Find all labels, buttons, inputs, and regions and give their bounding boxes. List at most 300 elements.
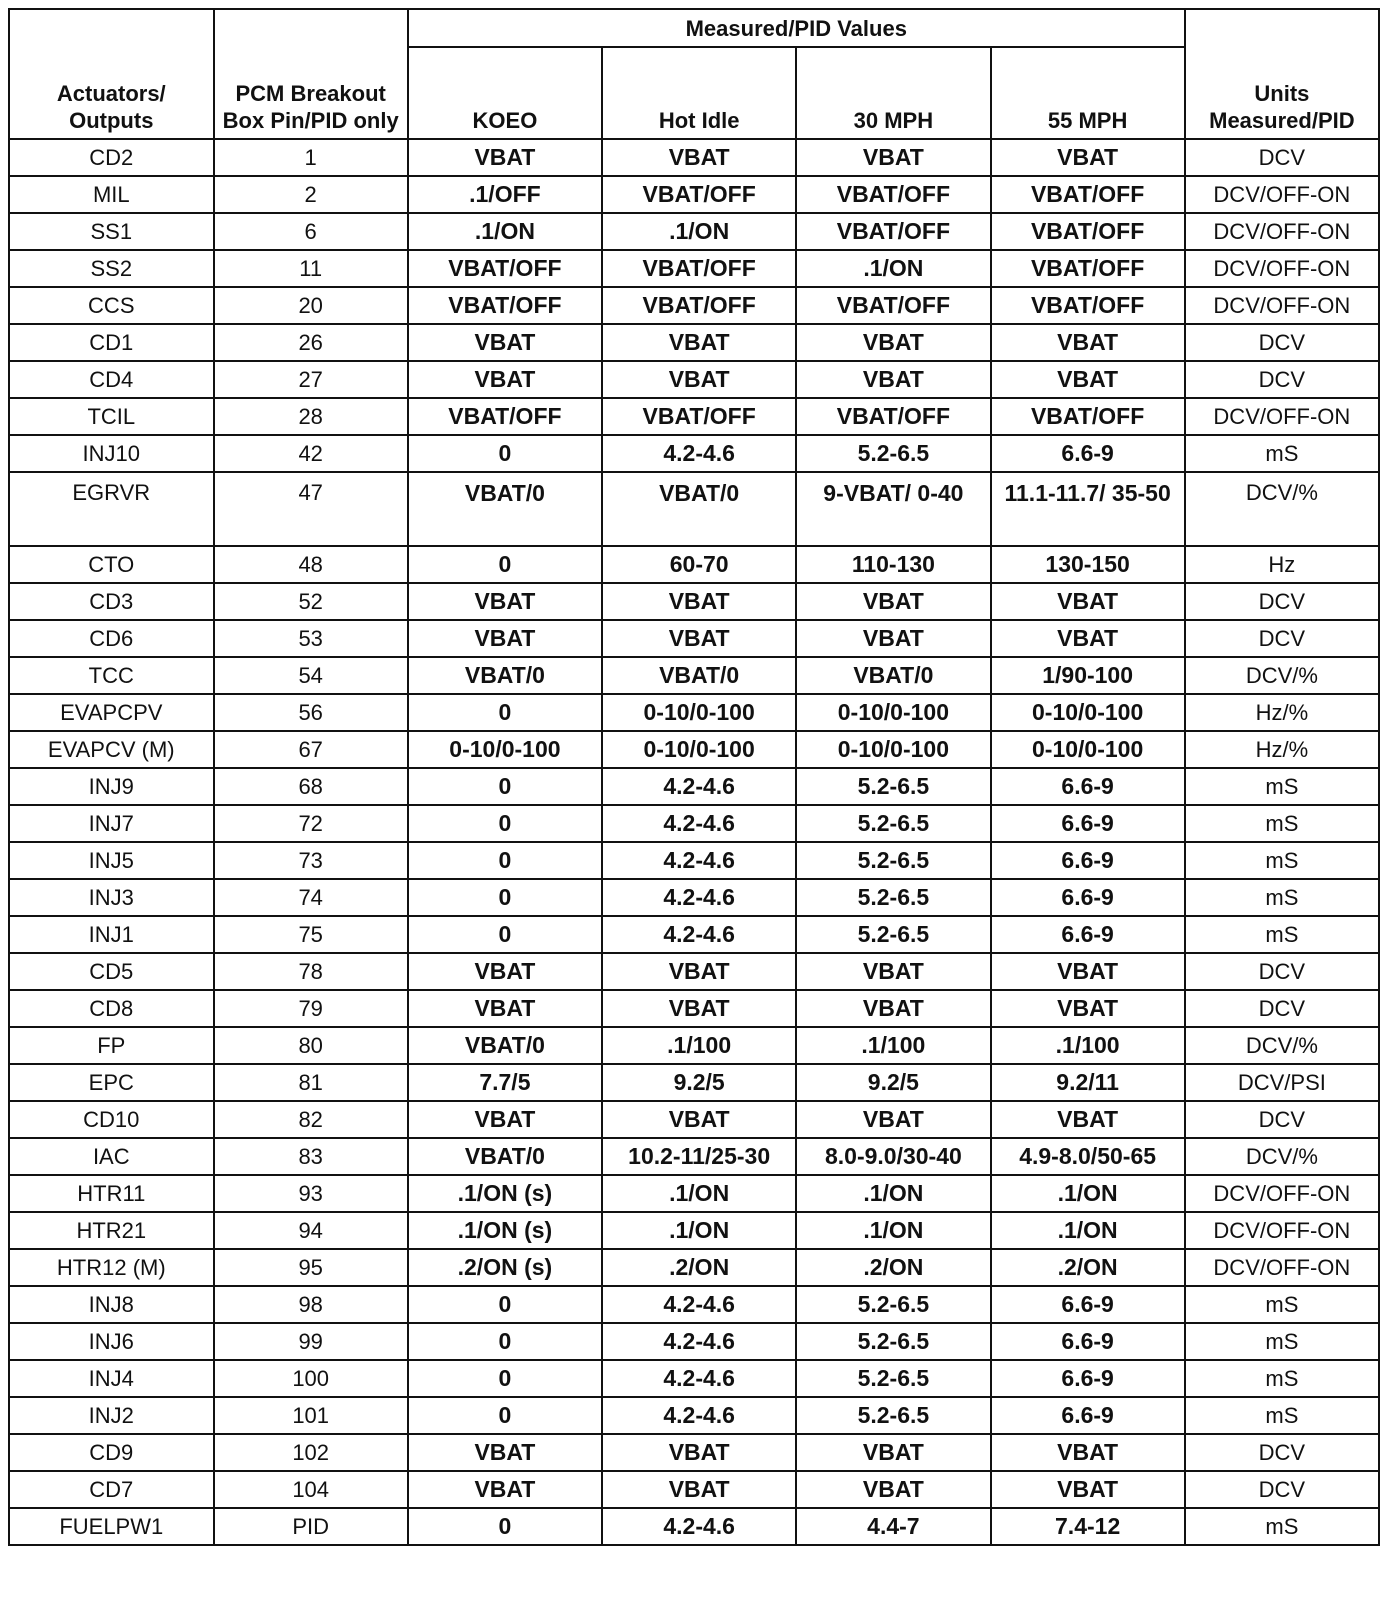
koeo-cell: 0-10/0-100 bbox=[408, 731, 602, 768]
units-cell: mS bbox=[1185, 1323, 1379, 1360]
actuator-cell: TCIL bbox=[9, 398, 214, 435]
mph30-cell: 9-VBAT/ 0-40 bbox=[796, 472, 990, 546]
koeo-cell: VBAT bbox=[408, 139, 602, 176]
mph55-cell: VBAT bbox=[991, 324, 1185, 361]
koeo-cell: VBAT bbox=[408, 1471, 602, 1508]
units-cell: DCV/OFF-ON bbox=[1185, 213, 1379, 250]
mph30-cell: 5.2-6.5 bbox=[796, 879, 990, 916]
units-cell: mS bbox=[1185, 805, 1379, 842]
pin-cell: PID bbox=[214, 1508, 408, 1545]
units-cell: DCV/OFF-ON bbox=[1185, 250, 1379, 287]
koeo-cell: 0 bbox=[408, 842, 602, 879]
table-row bbox=[9, 768, 1379, 805]
table-row bbox=[9, 1138, 1379, 1175]
pin-cell: 26 bbox=[214, 324, 408, 361]
units-cell: DCV/OFF-ON bbox=[1185, 1212, 1379, 1249]
table-row bbox=[9, 620, 1379, 657]
koeo-cell: VBAT/OFF bbox=[408, 287, 602, 324]
hot-idle-cell: 4.2-4.6 bbox=[602, 805, 796, 842]
hot-idle-cell: VBAT bbox=[602, 1471, 796, 1508]
actuator-cell: CD4 bbox=[9, 361, 214, 398]
table-row bbox=[9, 472, 1379, 546]
koeo-cell: VBAT bbox=[408, 620, 602, 657]
units-cell: Hz/% bbox=[1185, 694, 1379, 731]
actuator-cell: CD8 bbox=[9, 990, 214, 1027]
actuator-cell: INJ1 bbox=[9, 916, 214, 953]
mph30-cell: 4.4-7 bbox=[796, 1508, 990, 1545]
actuator-cell: EPC bbox=[9, 1064, 214, 1101]
table-row bbox=[9, 546, 1379, 583]
table-row bbox=[9, 1471, 1379, 1508]
mph30-cell: .1/ON bbox=[796, 250, 990, 287]
table-header bbox=[9, 9, 1379, 139]
mph30-cell: VBAT bbox=[796, 583, 990, 620]
mph55-cell: VBAT bbox=[991, 361, 1185, 398]
hot-idle-cell: VBAT/0 bbox=[602, 657, 796, 694]
mph55-cell: 6.6-9 bbox=[991, 805, 1185, 842]
actuator-cell: CD6 bbox=[9, 620, 214, 657]
table-row bbox=[9, 1027, 1379, 1064]
hot-idle-cell: 0-10/0-100 bbox=[602, 731, 796, 768]
mph30-cell: 5.2-6.5 bbox=[796, 1360, 990, 1397]
units-cell: DCV/% bbox=[1185, 1027, 1379, 1064]
koeo-cell: 0 bbox=[408, 435, 602, 472]
table-row bbox=[9, 361, 1379, 398]
pin-cell: 98 bbox=[214, 1286, 408, 1323]
mph55-cell: 6.6-9 bbox=[991, 842, 1185, 879]
mph30-cell: .1/100 bbox=[796, 1027, 990, 1064]
mph30-cell: 0-10/0-100 bbox=[796, 731, 990, 768]
pin-cell: 95 bbox=[214, 1249, 408, 1286]
pin-cell: 54 bbox=[214, 657, 408, 694]
units-cell: DCV bbox=[1185, 1101, 1379, 1138]
pin-cell: 100 bbox=[214, 1360, 408, 1397]
actuator-cell: INJ2 bbox=[9, 1397, 214, 1434]
table-row bbox=[9, 287, 1379, 324]
koeo-cell: VBAT/0 bbox=[408, 657, 602, 694]
units-cell: DCV/PSI bbox=[1185, 1064, 1379, 1101]
hot-idle-cell: VBAT bbox=[602, 1434, 796, 1471]
table-row bbox=[9, 953, 1379, 990]
pin-cell: 93 bbox=[214, 1175, 408, 1212]
actuator-cell: CD9 bbox=[9, 1434, 214, 1471]
mph55-cell: 6.6-9 bbox=[991, 768, 1185, 805]
table-row bbox=[9, 1101, 1379, 1138]
koeo-cell: .1/ON (s) bbox=[408, 1175, 602, 1212]
mph30-cell: VBAT bbox=[796, 620, 990, 657]
header-units: Units Measured/PID bbox=[1185, 9, 1379, 139]
table-row bbox=[9, 1397, 1379, 1434]
header-55mph: 55 MPH bbox=[991, 47, 1185, 139]
hot-idle-cell: VBAT bbox=[602, 324, 796, 361]
koeo-cell: VBAT bbox=[408, 583, 602, 620]
hot-idle-cell: .2/ON bbox=[602, 1249, 796, 1286]
hot-idle-cell: VBAT bbox=[602, 990, 796, 1027]
koeo-cell: VBAT bbox=[408, 953, 602, 990]
mph30-cell: VBAT/OFF bbox=[796, 213, 990, 250]
koeo-cell: 0 bbox=[408, 546, 602, 583]
mph55-cell: VBAT bbox=[991, 1471, 1185, 1508]
mph55-cell: 6.6-9 bbox=[991, 879, 1185, 916]
table-row bbox=[9, 1175, 1379, 1212]
koeo-cell: VBAT/0 bbox=[408, 1027, 602, 1064]
units-cell: DCV bbox=[1185, 139, 1379, 176]
actuator-cell: CCS bbox=[9, 287, 214, 324]
units-cell: DCV bbox=[1185, 361, 1379, 398]
actuator-cell: FUELPW1 bbox=[9, 1508, 214, 1545]
actuator-cell: INJ4 bbox=[9, 1360, 214, 1397]
actuator-cell: TCC bbox=[9, 657, 214, 694]
hot-idle-cell: 9.2/5 bbox=[602, 1064, 796, 1101]
mph30-cell: VBAT bbox=[796, 361, 990, 398]
koeo-cell: 0 bbox=[408, 1397, 602, 1434]
hot-idle-cell: VBAT bbox=[602, 361, 796, 398]
actuator-cell: INJ3 bbox=[9, 879, 214, 916]
actuator-cell: CD7 bbox=[9, 1471, 214, 1508]
koeo-cell: 0 bbox=[408, 1508, 602, 1545]
mph55-cell: VBAT/OFF bbox=[991, 176, 1185, 213]
koeo-cell: VBAT/OFF bbox=[408, 398, 602, 435]
units-cell: mS bbox=[1185, 1360, 1379, 1397]
mph55-cell: 9.2/11 bbox=[991, 1064, 1185, 1101]
actuator-cell: CD3 bbox=[9, 583, 214, 620]
table-row bbox=[9, 842, 1379, 879]
pin-cell: 102 bbox=[214, 1434, 408, 1471]
actuator-cell: CD2 bbox=[9, 139, 214, 176]
mph30-cell: VBAT/OFF bbox=[796, 176, 990, 213]
actuator-cell: INJ9 bbox=[9, 768, 214, 805]
actuator-cell: HTR12 (M) bbox=[9, 1249, 214, 1286]
actuator-cell: CD5 bbox=[9, 953, 214, 990]
actuator-cell: INJ6 bbox=[9, 1323, 214, 1360]
pin-cell: 11 bbox=[214, 250, 408, 287]
mph30-cell: VBAT bbox=[796, 139, 990, 176]
hot-idle-cell: 4.2-4.6 bbox=[602, 768, 796, 805]
actuator-cell: MIL bbox=[9, 176, 214, 213]
mph55-cell: .1/ON bbox=[991, 1175, 1185, 1212]
mph30-cell: 110-130 bbox=[796, 546, 990, 583]
units-cell: DCV/OFF-ON bbox=[1185, 398, 1379, 435]
hot-idle-cell: .1/ON bbox=[602, 1212, 796, 1249]
koeo-cell: 7.7/5 bbox=[408, 1064, 602, 1101]
mph30-cell: VBAT bbox=[796, 1101, 990, 1138]
table-row bbox=[9, 1508, 1379, 1545]
actuator-cell: CTO bbox=[9, 546, 214, 583]
pin-cell: 48 bbox=[214, 546, 408, 583]
pin-cell: 72 bbox=[214, 805, 408, 842]
koeo-cell: 0 bbox=[408, 1360, 602, 1397]
units-cell: mS bbox=[1185, 1397, 1379, 1434]
units-cell: DCV bbox=[1185, 583, 1379, 620]
mph55-cell: VBAT bbox=[991, 139, 1185, 176]
units-cell: Hz/% bbox=[1185, 731, 1379, 768]
table-row bbox=[9, 805, 1379, 842]
pin-cell: 1 bbox=[214, 139, 408, 176]
table-row bbox=[9, 398, 1379, 435]
koeo-cell: VBAT/0 bbox=[408, 472, 602, 546]
mph55-cell: .2/ON bbox=[991, 1249, 1185, 1286]
actuator-cell: SS1 bbox=[9, 213, 214, 250]
header-hot-idle: Hot Idle bbox=[602, 47, 796, 139]
mph30-cell: .2/ON bbox=[796, 1249, 990, 1286]
pin-cell: 6 bbox=[214, 213, 408, 250]
mph55-cell: .1/100 bbox=[991, 1027, 1185, 1064]
pin-cell: 80 bbox=[214, 1027, 408, 1064]
mph55-cell: VBAT bbox=[991, 990, 1185, 1027]
mph55-cell: 6.6-9 bbox=[991, 1323, 1185, 1360]
actuator-cell: INJ5 bbox=[9, 842, 214, 879]
actuator-cell: SS2 bbox=[9, 250, 214, 287]
actuator-cell: INJ7 bbox=[9, 805, 214, 842]
table-row bbox=[9, 731, 1379, 768]
actuator-cell: HTR21 bbox=[9, 1212, 214, 1249]
table-row bbox=[9, 916, 1379, 953]
pin-cell: 83 bbox=[214, 1138, 408, 1175]
mph30-cell: 5.2-6.5 bbox=[796, 768, 990, 805]
koeo-cell: 0 bbox=[408, 768, 602, 805]
units-cell: DCV bbox=[1185, 620, 1379, 657]
mph55-cell: 7.4-12 bbox=[991, 1508, 1185, 1545]
mph55-cell: VBAT bbox=[991, 1101, 1185, 1138]
pin-cell: 82 bbox=[214, 1101, 408, 1138]
units-cell: DCV/OFF-ON bbox=[1185, 1175, 1379, 1212]
table-row bbox=[9, 694, 1379, 731]
hot-idle-cell: 60-70 bbox=[602, 546, 796, 583]
actuator-cell: CD1 bbox=[9, 324, 214, 361]
header-30mph: 30 MPH bbox=[796, 47, 990, 139]
pin-cell: 20 bbox=[214, 287, 408, 324]
mph30-cell: 5.2-6.5 bbox=[796, 1323, 990, 1360]
mph30-cell: 5.2-6.5 bbox=[796, 1397, 990, 1434]
mph55-cell: 6.6-9 bbox=[991, 1397, 1185, 1434]
units-cell: mS bbox=[1185, 879, 1379, 916]
mph30-cell: 9.2/5 bbox=[796, 1064, 990, 1101]
mph55-cell: 1/90-100 bbox=[991, 657, 1185, 694]
pin-cell: 78 bbox=[214, 953, 408, 990]
mph55-cell: VBAT/OFF bbox=[991, 398, 1185, 435]
hot-idle-cell: VBAT/OFF bbox=[602, 250, 796, 287]
table-row bbox=[9, 879, 1379, 916]
mph30-cell: .1/ON bbox=[796, 1175, 990, 1212]
table-row bbox=[9, 990, 1379, 1027]
units-cell: DCV bbox=[1185, 1471, 1379, 1508]
table-row bbox=[9, 139, 1379, 176]
actuator-cell: IAC bbox=[9, 1138, 214, 1175]
koeo-cell: .1/ON (s) bbox=[408, 1212, 602, 1249]
pin-cell: 56 bbox=[214, 694, 408, 731]
units-cell: DCV/OFF-ON bbox=[1185, 287, 1379, 324]
mph30-cell: .1/ON bbox=[796, 1212, 990, 1249]
pin-cell: 47 bbox=[214, 472, 408, 546]
units-cell: DCV bbox=[1185, 953, 1379, 990]
pin-cell: 101 bbox=[214, 1397, 408, 1434]
mph55-cell: 11.1-11.7/ 35-50 bbox=[991, 472, 1185, 546]
hot-idle-cell: 4.2-4.6 bbox=[602, 916, 796, 953]
pin-cell: 28 bbox=[214, 398, 408, 435]
mph55-cell: 130-150 bbox=[991, 546, 1185, 583]
mph55-cell: VBAT bbox=[991, 620, 1185, 657]
pin-cell: 53 bbox=[214, 620, 408, 657]
actuator-cell: CD10 bbox=[9, 1101, 214, 1138]
table-row bbox=[9, 1434, 1379, 1471]
pin-cell: 68 bbox=[214, 768, 408, 805]
table-row bbox=[9, 657, 1379, 694]
mph30-cell: 8.0-9.0/30-40 bbox=[796, 1138, 990, 1175]
pin-cell: 2 bbox=[214, 176, 408, 213]
units-cell: DCV/OFF-ON bbox=[1185, 1249, 1379, 1286]
actuator-cell: EVAPCPV bbox=[9, 694, 214, 731]
table-row bbox=[9, 435, 1379, 472]
units-cell: DCV bbox=[1185, 1434, 1379, 1471]
actuator-cell: HTR11 bbox=[9, 1175, 214, 1212]
mph55-cell: 6.6-9 bbox=[991, 1286, 1185, 1323]
header-actuators: Actuators/ Outputs bbox=[9, 9, 214, 139]
hot-idle-cell: VBAT bbox=[602, 953, 796, 990]
mph30-cell: 5.2-6.5 bbox=[796, 435, 990, 472]
mph55-cell: 6.6-9 bbox=[991, 1360, 1185, 1397]
hot-idle-cell: 4.2-4.6 bbox=[602, 1286, 796, 1323]
table-row bbox=[9, 324, 1379, 361]
mph55-cell: 4.9-8.0/50-65 bbox=[991, 1138, 1185, 1175]
mph30-cell: VBAT bbox=[796, 990, 990, 1027]
mph55-cell: .1/ON bbox=[991, 1212, 1185, 1249]
hot-idle-cell: 4.2-4.6 bbox=[602, 1508, 796, 1545]
mph30-cell: 5.2-6.5 bbox=[796, 1286, 990, 1323]
mph30-cell: 5.2-6.5 bbox=[796, 916, 990, 953]
hot-idle-cell: 4.2-4.6 bbox=[602, 1323, 796, 1360]
table-row bbox=[9, 213, 1379, 250]
koeo-cell: VBAT bbox=[408, 1434, 602, 1471]
mph55-cell: VBAT/OFF bbox=[991, 213, 1185, 250]
pin-cell: 73 bbox=[214, 842, 408, 879]
mph30-cell: VBAT bbox=[796, 1471, 990, 1508]
pin-cell: 52 bbox=[214, 583, 408, 620]
hot-idle-cell: VBAT bbox=[602, 620, 796, 657]
mph30-cell: VBAT/OFF bbox=[796, 287, 990, 324]
table-row bbox=[9, 1323, 1379, 1360]
units-cell: mS bbox=[1185, 842, 1379, 879]
header-koeo: KOEO bbox=[408, 47, 602, 139]
units-cell: DCV/% bbox=[1185, 657, 1379, 694]
table-row bbox=[9, 176, 1379, 213]
pin-cell: 67 bbox=[214, 731, 408, 768]
hot-idle-cell: 4.2-4.6 bbox=[602, 842, 796, 879]
units-cell: DCV bbox=[1185, 324, 1379, 361]
mph30-cell: VBAT/0 bbox=[796, 657, 990, 694]
pid-values-table bbox=[8, 8, 1380, 1546]
mph30-cell: 5.2-6.5 bbox=[796, 842, 990, 879]
mph30-cell: VBAT bbox=[796, 1434, 990, 1471]
units-cell: DCV/% bbox=[1185, 472, 1379, 546]
units-cell: mS bbox=[1185, 768, 1379, 805]
hot-idle-cell: VBAT bbox=[602, 583, 796, 620]
hot-idle-cell: 0-10/0-100 bbox=[602, 694, 796, 731]
mph30-cell: 0-10/0-100 bbox=[796, 694, 990, 731]
table-row bbox=[9, 250, 1379, 287]
actuator-cell: FP bbox=[9, 1027, 214, 1064]
units-cell: DCV bbox=[1185, 990, 1379, 1027]
mph55-cell: VBAT bbox=[991, 1434, 1185, 1471]
mph30-cell: VBAT/OFF bbox=[796, 398, 990, 435]
koeo-cell: VBAT bbox=[408, 361, 602, 398]
hot-idle-cell: VBAT/0 bbox=[602, 472, 796, 546]
koeo-cell: 0 bbox=[408, 805, 602, 842]
table-row bbox=[9, 1064, 1379, 1101]
header-measured-group: Measured/PID Values bbox=[408, 9, 1185, 47]
pin-cell: 27 bbox=[214, 361, 408, 398]
mph55-cell: VBAT bbox=[991, 953, 1185, 990]
units-cell: DCV/% bbox=[1185, 1138, 1379, 1175]
actuator-cell: EGRVR bbox=[9, 472, 214, 546]
hot-idle-cell: 4.2-4.6 bbox=[602, 1360, 796, 1397]
hot-idle-cell: 10.2-11/25-30 bbox=[602, 1138, 796, 1175]
mph55-cell: 6.6-9 bbox=[991, 435, 1185, 472]
units-cell: mS bbox=[1185, 1286, 1379, 1323]
units-cell: mS bbox=[1185, 435, 1379, 472]
hot-idle-cell: .1/ON bbox=[602, 213, 796, 250]
pin-cell: 74 bbox=[214, 879, 408, 916]
pin-cell: 94 bbox=[214, 1212, 408, 1249]
table-row bbox=[9, 1286, 1379, 1323]
hot-idle-cell: VBAT bbox=[602, 139, 796, 176]
hot-idle-cell: 4.2-4.6 bbox=[602, 1397, 796, 1434]
pin-cell: 42 bbox=[214, 435, 408, 472]
mph55-cell: 0-10/0-100 bbox=[991, 694, 1185, 731]
hot-idle-cell: VBAT/OFF bbox=[602, 287, 796, 324]
koeo-cell: VBAT bbox=[408, 1101, 602, 1138]
pin-cell: 75 bbox=[214, 916, 408, 953]
mph55-cell: 6.6-9 bbox=[991, 916, 1185, 953]
hot-idle-cell: 4.2-4.6 bbox=[602, 879, 796, 916]
hot-idle-cell: VBAT bbox=[602, 1101, 796, 1138]
units-cell: mS bbox=[1185, 916, 1379, 953]
actuator-cell: INJ8 bbox=[9, 1286, 214, 1323]
mph55-cell: VBAT bbox=[991, 583, 1185, 620]
table-row bbox=[9, 1360, 1379, 1397]
units-cell: Hz bbox=[1185, 546, 1379, 583]
koeo-cell: VBAT/0 bbox=[408, 1138, 602, 1175]
mph55-cell: VBAT/OFF bbox=[991, 250, 1185, 287]
koeo-cell: 0 bbox=[408, 694, 602, 731]
units-cell: mS bbox=[1185, 1508, 1379, 1545]
koeo-cell: .1/OFF bbox=[408, 176, 602, 213]
koeo-cell: VBAT bbox=[408, 990, 602, 1027]
mph30-cell: 5.2-6.5 bbox=[796, 805, 990, 842]
pin-cell: 99 bbox=[214, 1323, 408, 1360]
table-row bbox=[9, 583, 1379, 620]
koeo-cell: VBAT/OFF bbox=[408, 250, 602, 287]
table-body bbox=[9, 139, 1379, 1545]
koeo-cell: 0 bbox=[408, 1286, 602, 1323]
hot-idle-cell: .1/ON bbox=[602, 1175, 796, 1212]
table-row bbox=[9, 1212, 1379, 1249]
koeo-cell: 0 bbox=[408, 879, 602, 916]
mph55-cell: VBAT/OFF bbox=[991, 287, 1185, 324]
pin-cell: 79 bbox=[214, 990, 408, 1027]
mph30-cell: VBAT bbox=[796, 953, 990, 990]
pin-cell: 81 bbox=[214, 1064, 408, 1101]
units-cell: DCV/OFF-ON bbox=[1185, 176, 1379, 213]
koeo-cell: 0 bbox=[408, 1323, 602, 1360]
koeo-cell: .1/ON bbox=[408, 213, 602, 250]
mph30-cell: VBAT bbox=[796, 324, 990, 361]
header-pin: PCM Breakout Box Pin/PID only bbox=[214, 9, 408, 139]
mph55-cell: 0-10/0-100 bbox=[991, 731, 1185, 768]
table-row bbox=[9, 1249, 1379, 1286]
koeo-cell: .2/ON (s) bbox=[408, 1249, 602, 1286]
koeo-cell: 0 bbox=[408, 916, 602, 953]
hot-idle-cell: VBAT/OFF bbox=[602, 398, 796, 435]
